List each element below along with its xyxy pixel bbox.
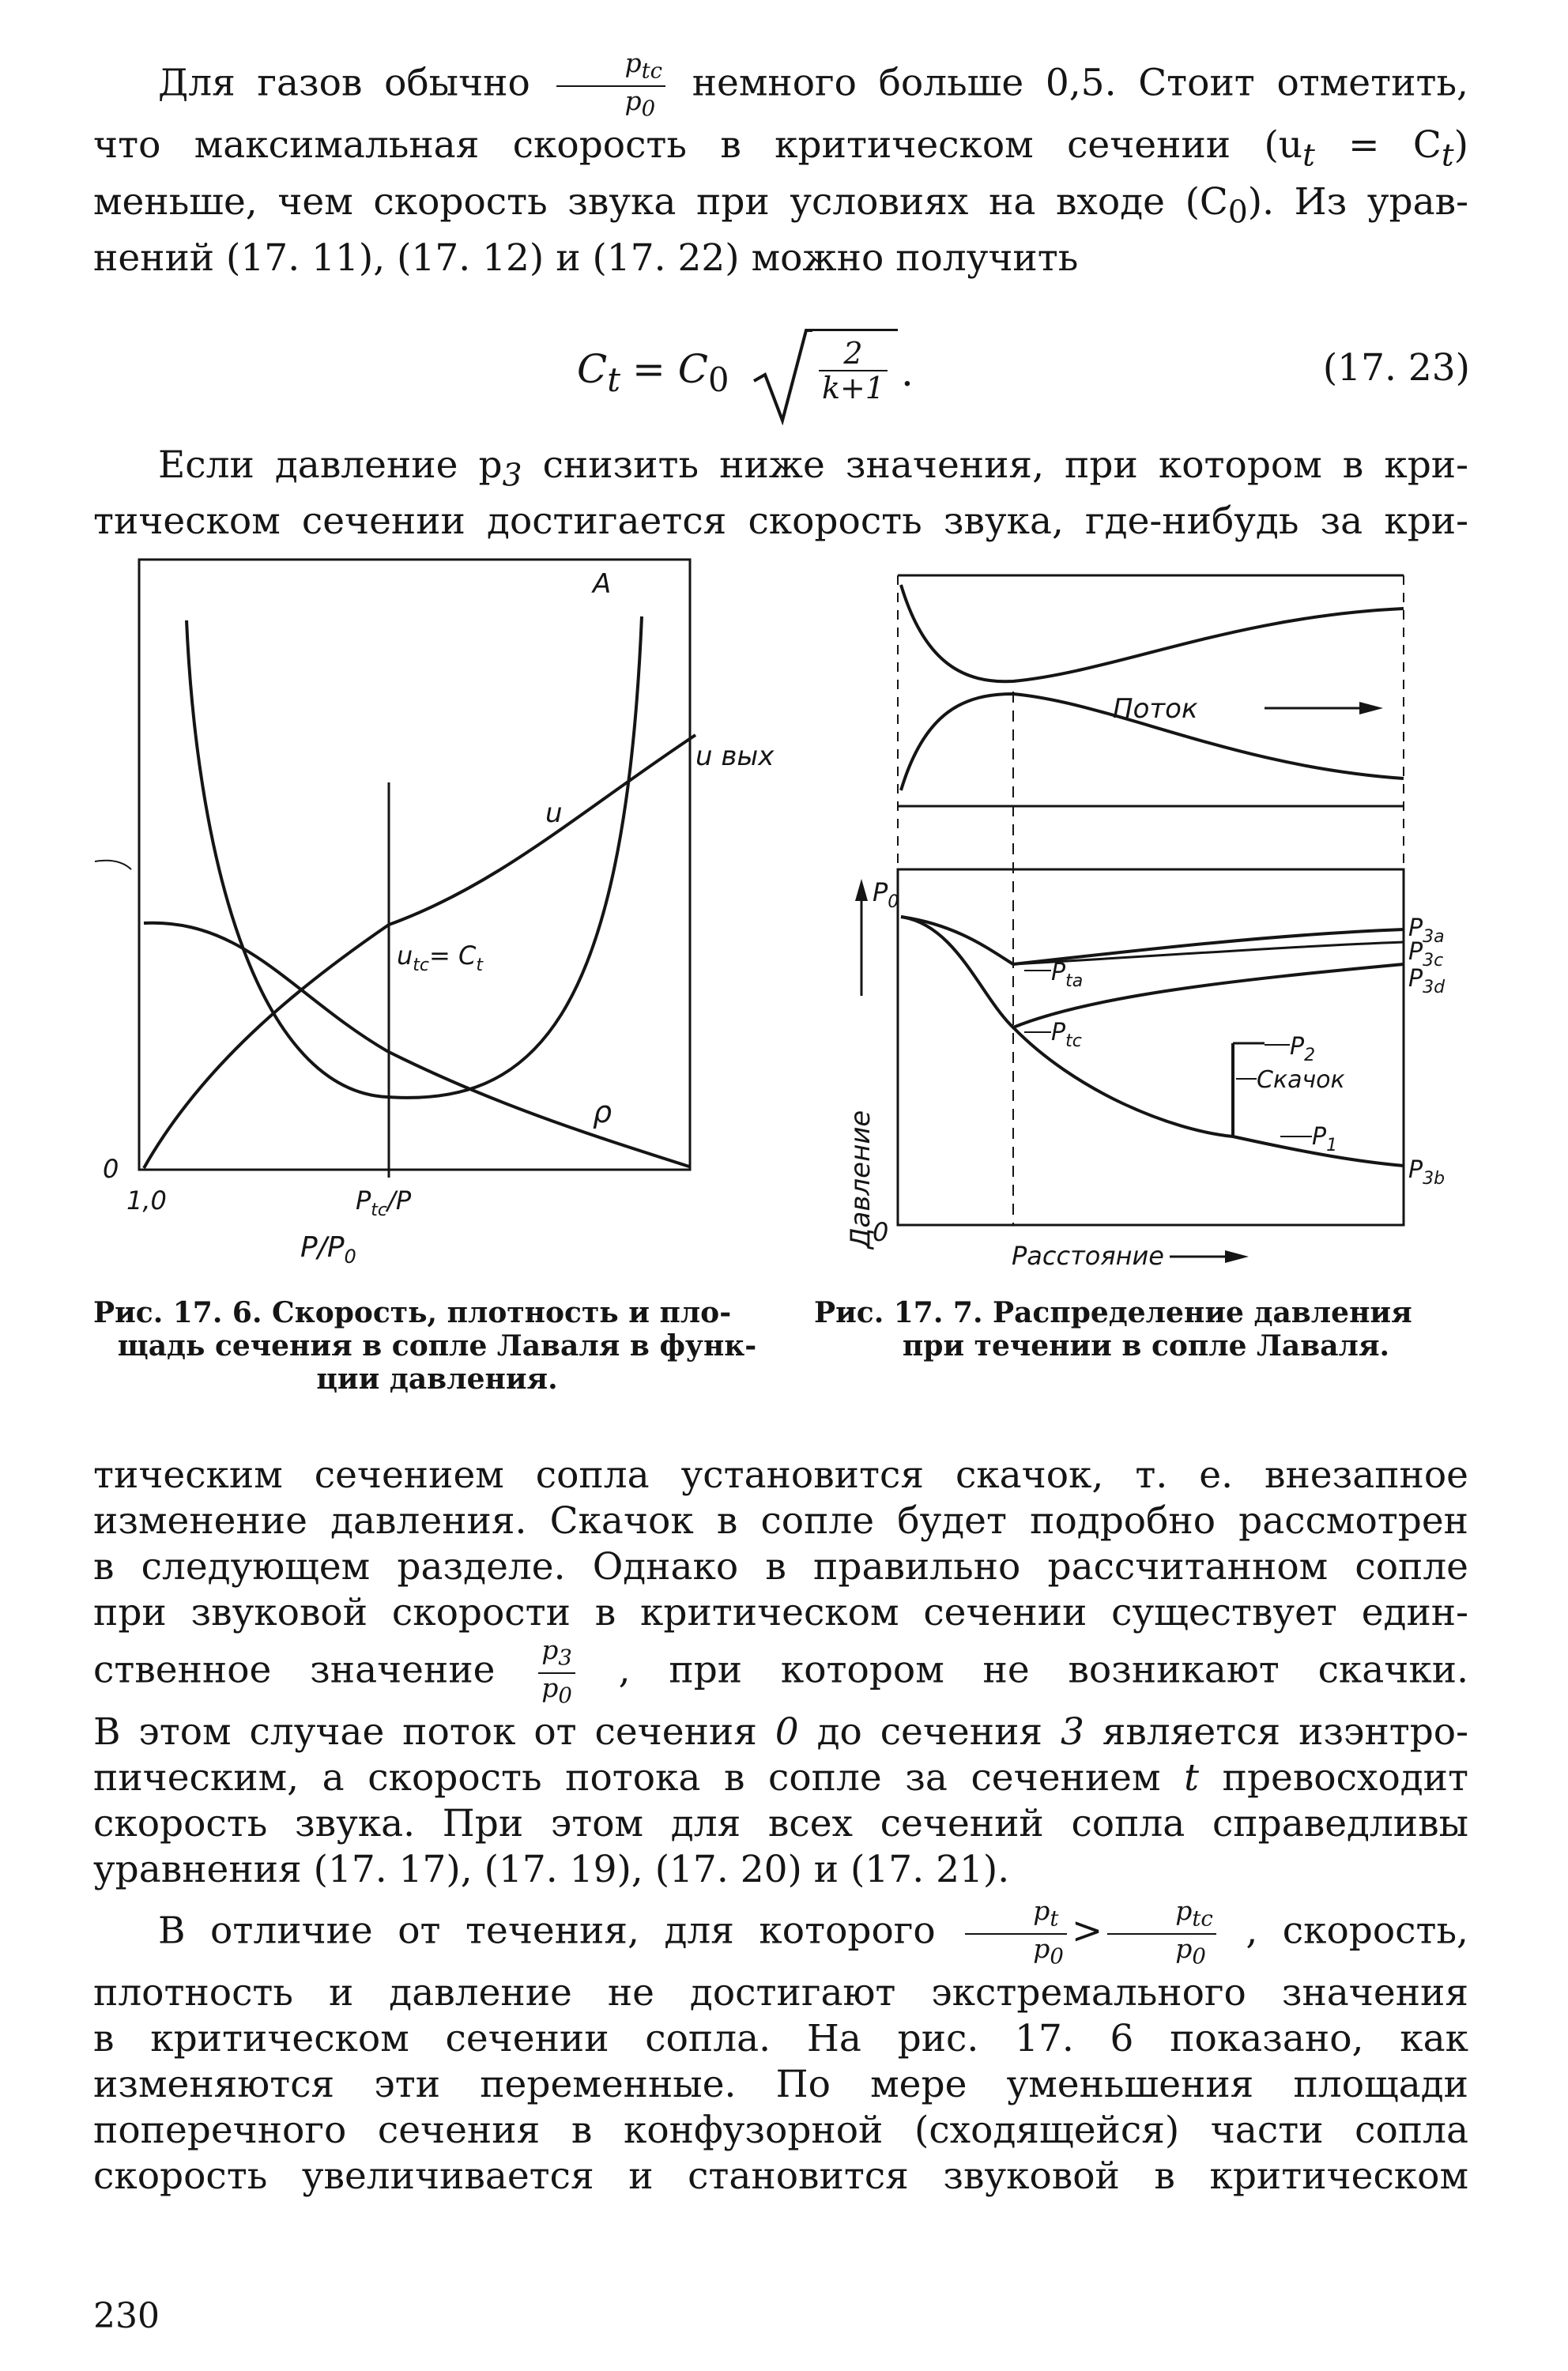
- p3-line: скорость звука. При этом для всех сечений сопла справедливы: [93, 1802, 1468, 1846]
- text: превосходит: [1222, 1756, 1468, 1800]
- caption-line: Рис. 17. 7. Распределение давления: [814, 1296, 1412, 1329]
- equation-number: (17. 23): [1322, 346, 1470, 390]
- text: 3c: [1423, 951, 1444, 971]
- text: P: [1051, 1019, 1066, 1046]
- fig6-label-rho: ρ: [593, 1095, 612, 1129]
- fig6-label-u: u: [545, 797, 563, 829]
- fraction-ptc-p0: [556, 49, 665, 123]
- eq-rhs: [632, 346, 729, 399]
- p4-line: поперечного сечения в конфузорной (сходящейся) части сопла: [93, 2109, 1468, 2153]
- text: P: [1408, 914, 1423, 942]
- text: 3b: [1423, 1169, 1446, 1189]
- p3-line: в следующем разделе. Однако в правильно рассчитанном сопле: [93, 1545, 1468, 1589]
- text: = C: [429, 940, 477, 971]
- fig7-curve-p3c: [1013, 942, 1404, 964]
- fig7-nozzle-upper: [901, 585, 1404, 681]
- text: 0: [1050, 1943, 1064, 1970]
- paragraph-3: [93, 1453, 1468, 1893]
- text: t: [1302, 138, 1315, 174]
- text: P: [1408, 965, 1423, 993]
- text: P: [1408, 1156, 1423, 1184]
- fig6-label-A: A: [593, 568, 612, 600]
- text: tc: [371, 1201, 388, 1220]
- fig7-label-pta: [1051, 959, 1083, 991]
- p4-line: скорость увеличивается и становится звуковой в критическом: [93, 2154, 1468, 2199]
- caption-line: щадь сечения в сопле Лаваля в функ-: [117, 1329, 757, 1363]
- text: 3: [558, 1645, 572, 1671]
- text: 3a: [1423, 927, 1445, 947]
- fig6-axis-label: [300, 1231, 356, 1268]
- text: t: [1441, 138, 1454, 174]
- text: t: [607, 360, 621, 399]
- p1-line-2: [93, 123, 1468, 179]
- text: ): [1453, 123, 1468, 168]
- text: tc: [641, 58, 663, 84]
- text: до сечения: [816, 1710, 1043, 1755]
- text: ). Из урав-: [1247, 179, 1468, 224]
- caption-line: при течении в сопле Лаваля.: [902, 1329, 1390, 1363]
- fig7-label-p0: [873, 877, 899, 912]
- text: tc: [413, 956, 430, 975]
- text: 0: [1192, 1943, 1206, 1970]
- p4-line: в критическом сечении сопла. На рис. 17. 6 показано, как: [93, 2017, 1468, 2061]
- text: немного больше 0,5. Стоит отметить,: [692, 61, 1468, 105]
- text: P: [1051, 959, 1066, 986]
- text: = C: [632, 346, 709, 392]
- text: ta: [1065, 971, 1084, 991]
- paragraph-4: [93, 1897, 1468, 2199]
- fig7-label-flow: Поток: [1113, 693, 1198, 725]
- text: tc: [1065, 1031, 1082, 1051]
- fig7-flow-arrowhead-icon: [1359, 702, 1383, 714]
- text: 0: [344, 1246, 356, 1268]
- p1-line-4: нений (17. 11), (17. 12) и (17. 22) можно получить: [93, 236, 1079, 280]
- fig6-label-utc: [397, 940, 484, 975]
- fig7-label-pressure: Давление: [845, 1110, 876, 1249]
- p3-line: изменение давления. Скачок в сопле будет подробно рассмотрен: [93, 1499, 1468, 1543]
- text: C: [577, 346, 608, 392]
- p4-line: плотность и давление не достигают экстремального значения: [93, 1971, 1468, 2015]
- fraction-pt-p0: [965, 1897, 1067, 1970]
- text: 0: [641, 96, 656, 122]
- fig6-label-one: 1,0: [126, 1186, 167, 1216]
- fig6-label-ptc: [356, 1186, 412, 1220]
- p1-line-1: [93, 49, 1468, 123]
- text: P: [1408, 938, 1423, 966]
- fig7-label-zero: 0: [873, 1217, 889, 1247]
- text: P: [356, 1186, 371, 1216]
- text: t: [476, 956, 483, 975]
- p1-line-3: [93, 179, 1468, 236]
- text: Если давление p: [158, 443, 503, 487]
- p3-line: уравнения (17. 17), (17. 19), (17. 20) и (17. 21).: [93, 1848, 1010, 1892]
- caption-line: ции давления.: [316, 1363, 558, 1396]
- figure-17-6: [87, 553, 814, 1280]
- fig7-label-p3b: [1408, 1156, 1445, 1189]
- fraction-p3-p0: [538, 1636, 575, 1709]
- text: P: [1290, 1033, 1305, 1061]
- text: P: [1312, 1123, 1327, 1151]
- text: 3: [502, 458, 522, 494]
- text: меньше, чем скорость звука при условиях на входе (C: [93, 179, 1228, 224]
- p4-line-1: [93, 1897, 1468, 1970]
- text: p: [1175, 1895, 1193, 1926]
- text: 0: [708, 360, 729, 399]
- text: p: [1033, 1895, 1050, 1926]
- text: t: [1184, 1756, 1200, 1800]
- fig7-chart-frame: [898, 869, 1404, 1225]
- text: tc: [1192, 1905, 1213, 1932]
- text: p: [624, 47, 642, 78]
- fraction-ptc-p0-2: [1107, 1897, 1216, 1970]
- text: В отличие от течения, для которого: [158, 1909, 936, 1953]
- fig7-label-distance: Расстояние: [1012, 1241, 1164, 1271]
- eq-fraction: [819, 337, 888, 405]
- p2-line-1: [93, 443, 1468, 499]
- text: 0: [888, 892, 899, 912]
- fig6-area-curve-A: [187, 616, 642, 1098]
- fig7-label-ptc: [1051, 1019, 1082, 1051]
- text: = C: [1348, 123, 1442, 168]
- fig6-stray-mark: [95, 861, 131, 869]
- fig6-velocity-curve-u: [144, 735, 695, 1168]
- text: , скорость,: [1246, 1909, 1468, 1953]
- p3-line-7: [93, 1755, 1468, 1801]
- text: >: [1071, 1909, 1103, 1953]
- fig6-label-u-out: u вых: [695, 741, 775, 772]
- fig7-curve-p3a: [901, 917, 1404, 964]
- text: 0: [1227, 194, 1248, 230]
- paragraph-1: [93, 49, 1468, 281]
- text: p: [1033, 1932, 1050, 1964]
- text: что максимальная скорость в критическом сечении (u: [93, 123, 1303, 168]
- equation-17-23: [577, 322, 1470, 425]
- text: /P: [387, 1186, 412, 1216]
- paragraph-2: [93, 443, 1468, 545]
- text: ственное значение: [93, 1648, 496, 1692]
- text: p: [541, 1672, 559, 1703]
- figure6-caption: [93, 1296, 781, 1396]
- text: 2: [819, 337, 888, 371]
- text: 3d: [1423, 978, 1446, 997]
- sqrt-overline: [811, 329, 898, 332]
- text: P/P: [300, 1231, 345, 1264]
- text: является изэнтро-: [1102, 1710, 1468, 1755]
- text: 0: [775, 1710, 799, 1755]
- p3-line: тическим сечением сопла установится скачок, т. е. внезапное: [93, 1453, 1468, 1497]
- text: пическим, а скорость потока в сопле за сечением: [93, 1756, 1161, 1800]
- caption-line: Рис. 17. 6. Скорость, плотность и пло-: [93, 1296, 732, 1329]
- p3-line-6: [93, 1709, 1468, 1755]
- text: 3: [1060, 1710, 1084, 1755]
- text: p: [624, 85, 642, 116]
- text: 2: [1304, 1046, 1316, 1065]
- text: Для газов обычно: [158, 61, 530, 105]
- text: P: [873, 877, 888, 907]
- fig7-distance-arrowhead-icon: [1225, 1250, 1249, 1263]
- fig7-label-p1: [1312, 1123, 1337, 1155]
- p3-line: при звуковой скорости в критическом сечении существует един-: [93, 1591, 1468, 1634]
- p4-line: изменяются эти переменные. По мере уменьшения площади: [93, 2063, 1468, 2107]
- text: , при котором не возникают скачки.: [618, 1648, 1469, 1692]
- sqrt-sign-icon: [751, 322, 814, 425]
- fig7-pressure-arrowhead-icon: [855, 879, 868, 901]
- page-number: 230: [93, 2296, 160, 2336]
- eq-lhs: [577, 346, 620, 399]
- text: 1: [1326, 1136, 1338, 1155]
- text: p: [1175, 1932, 1193, 1964]
- fig6-label-zero: 0: [103, 1154, 119, 1184]
- p3-line-5: [93, 1636, 1468, 1709]
- text: снизить ниже значения, при котором в кри-: [542, 443, 1468, 487]
- figure-17-7: [838, 553, 1486, 1280]
- fig6-frame: [139, 560, 690, 1170]
- fig7-label-jump: Скачок: [1257, 1066, 1345, 1094]
- text: k+1: [822, 371, 885, 405]
- text: 0: [558, 1683, 572, 1709]
- eq-period: .: [901, 349, 914, 395]
- text: u: [397, 940, 413, 971]
- figure7-caption: [814, 1296, 1478, 1363]
- text: В этом случае поток от сечения: [93, 1710, 757, 1755]
- fig7-label-p2: [1290, 1033, 1315, 1065]
- p2-line-2: тическом сечении достигается скорость звука, где-нибудь за кри-: [93, 499, 1468, 544]
- text: t: [1050, 1905, 1059, 1932]
- text: p: [541, 1634, 559, 1665]
